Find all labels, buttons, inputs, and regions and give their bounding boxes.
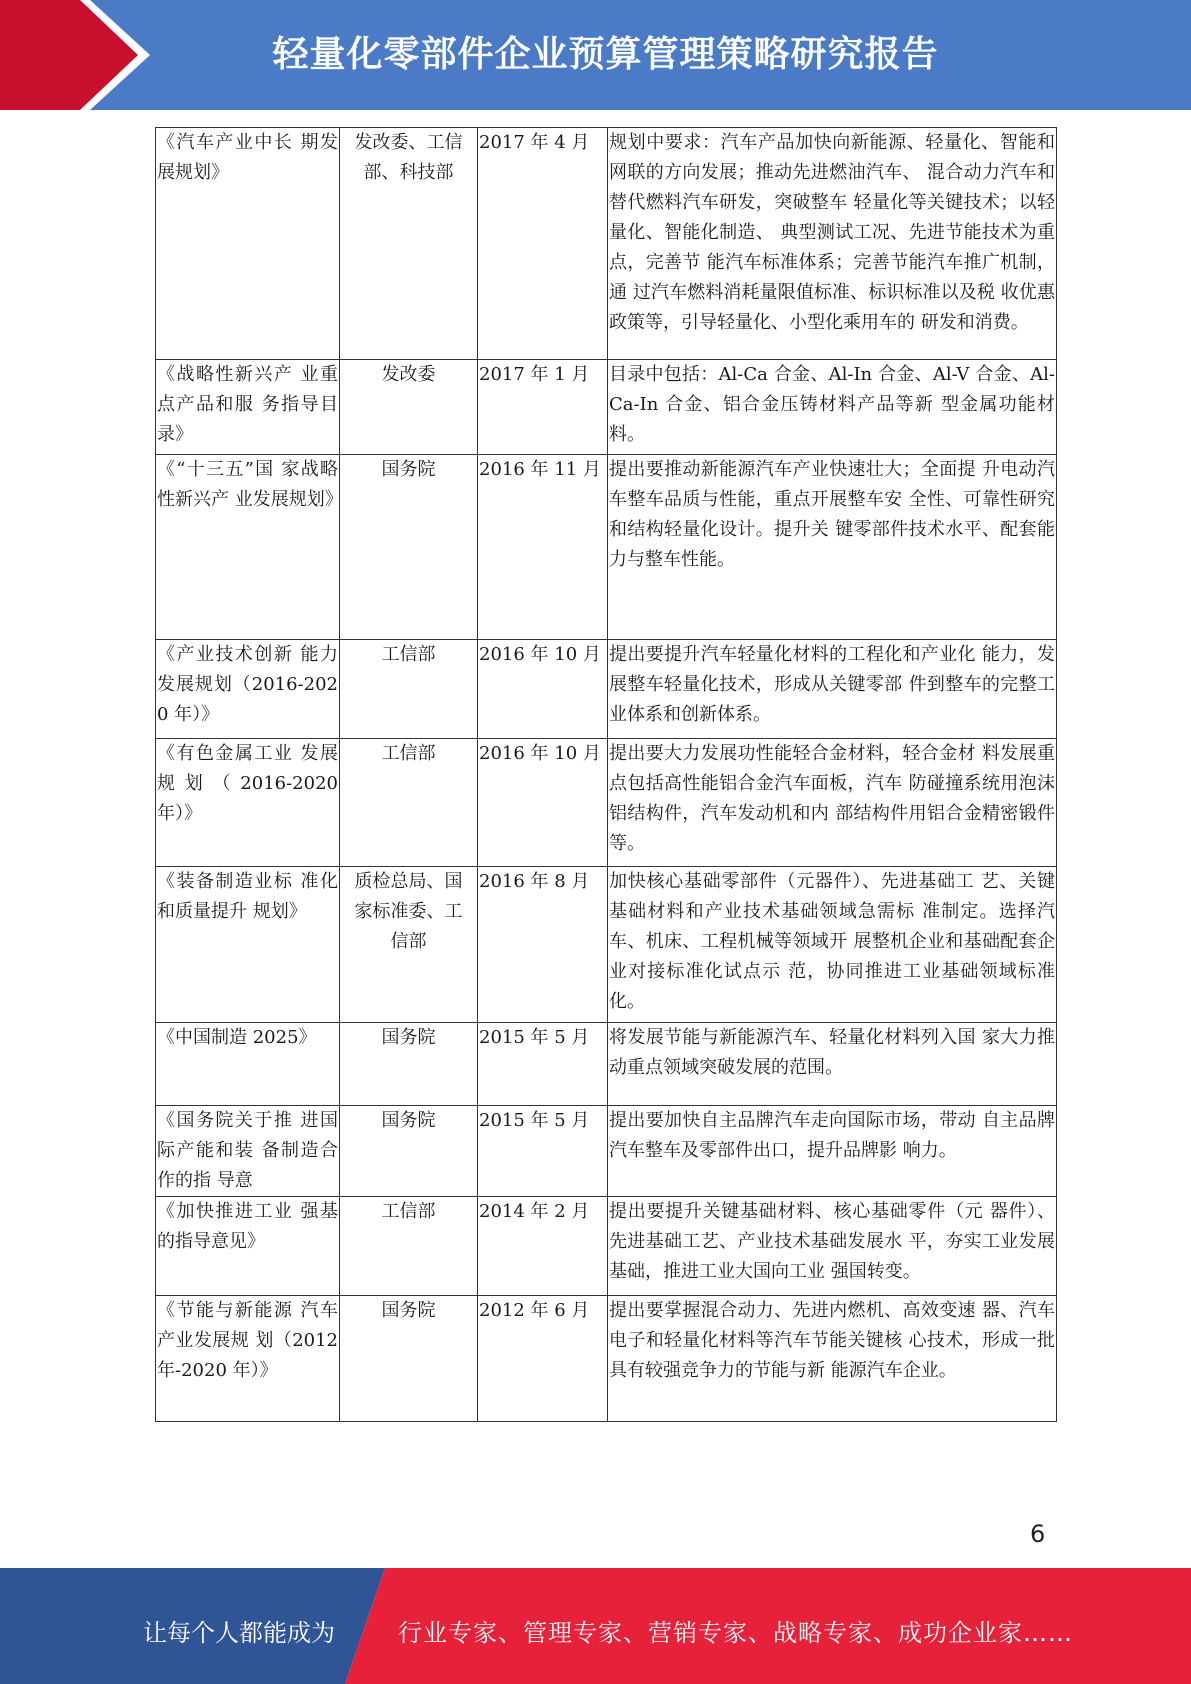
footer-banner	[0, 1568, 1191, 1684]
policy-date: 2015 年 5 月	[478, 1023, 608, 1106]
policy-dept: 工信部	[340, 739, 478, 867]
policy-date: 2017 年 4 月	[478, 128, 608, 360]
policy-dept: 国务院	[340, 1023, 478, 1106]
footer-slogan-right: 行业专家、管理专家、营销专家、战略专家、成功企业家……	[398, 1619, 1073, 1647]
policy-date: 2016 年 10 月	[478, 640, 608, 739]
table-row	[156, 360, 1057, 455]
policy-name: 《中国制造 2025》	[156, 1023, 340, 1106]
footer-slogan-left: 让每个人都能成为	[143, 1619, 335, 1647]
policy-desc: 提出要大力发展功性能轻合金材料，轻合金材 料发展重点包括高性能铝合金汽车面板，汽车 防碰撞系统用泡沫铝结构件，汽车发动机和内 部结构件用铝合金精密锻件等。	[608, 739, 1057, 867]
policy-name: 《战略性新兴产 业重点产品和服 务指导目录》	[156, 360, 340, 455]
policy-name: 《产业技术创新 能力发展规划（2016-2020 年）》	[156, 640, 340, 739]
policy-date: 2012 年 6 月	[478, 1296, 608, 1422]
policy-desc: 提出要推动新能源汽车产业快速壮大；全面提 升电动汽车整车品质与性能，重点开展整车安 全性、可靠性研究和结构轻量化设计。提升关 键零部件技术水平、配套能力与整车性能。	[608, 455, 1057, 640]
policy-desc: 提出要提升汽车轻量化材料的工程化和产业化 能力，发展整车轻量化技术，形成从关键零部 件到整车的完整工业体系和创新体系。	[608, 640, 1057, 739]
policy-date: 2015 年 5 月	[478, 1106, 608, 1197]
policy-desc: 提出要加快自主品牌汽车走向国际市场，带动 自主品牌汽车整车及零部件出口，提升品牌影 响力。	[608, 1106, 1057, 1197]
header-banner	[0, 0, 1191, 110]
table-row	[156, 640, 1057, 739]
policy-name: 《“十三五”国 家战略性新兴产 业发展规划》	[156, 455, 340, 640]
policy-desc: 目录中包括：Al-Ca 合金、Al-In 合金、Al-V 合金、Al-Ca-In 合金、铝合金压铸材料产品等新 型金属功能材料。	[608, 360, 1057, 455]
policy-desc: 规划中要求：汽车产品加快向新能源、轻量化、智能和网联的方向发展；推动先进燃油汽车、 混合动力汽车和替代燃料汽车研发，突破整车 轻量化等关键技术；以轻量化、智能化制造、 典型测试工况、先进节能技术为重点，完善节 能汽车标准体系；完善节能汽车推广机制，通 过汽车燃料消耗量限值标准、标识标准以及税 收优惠政策等，引导轻量化、小型化乘用车的 研发和消费。	[608, 128, 1057, 360]
policy-name: 《节能与新能源 汽车产业发展规 划（2012 年-2020 年）》	[156, 1296, 340, 1422]
policy-name: 《国务院关于推 进国际产能和装 备制造合作的指 导意	[156, 1106, 340, 1197]
policy-name: 《加快推进工业 强基的指导意见》	[156, 1197, 340, 1296]
policy-dept: 发改委	[340, 360, 478, 455]
policy-name: 《有色金属工业 发展规划（2016-2020 年）》	[156, 739, 340, 867]
policy-dept: 质检总局、国家标准委、工信部	[340, 867, 478, 1023]
table-row	[156, 1106, 1057, 1197]
policy-desc: 加快核心基础零部件（元器件）、先进基础工 艺、关键基础材料和产业技术基础领域急需标 准制定。选择汽车、机床、工程机械等领域开 展整机企业和基础配套企业对接标准化试点示 范，协同推进工业基础领域标准化。	[608, 867, 1057, 1023]
policy-desc: 提出要提升关键基础材料、核心基础零件（元 器件）、先进基础工艺、产业技术基础发展水 平，夯实工业发展基础，推进工业大国向工业 强国转变。	[608, 1197, 1057, 1296]
policy-name: 《装备制造业标 准化和质量提升 规划》	[156, 867, 340, 1023]
policy-dept: 国务院	[340, 455, 478, 640]
policy-dept: 发改委、工信部、科技部	[340, 128, 478, 360]
policy-date: 2016 年 10 月	[478, 739, 608, 867]
table-row	[156, 128, 1057, 360]
policy-date: 2016 年 8 月	[478, 867, 608, 1023]
table-row	[156, 739, 1057, 867]
policy-desc: 将发展节能与新能源汽车、轻量化材料列入国 家大力推动重点领域突破发展的范围。	[608, 1023, 1057, 1106]
table-row	[156, 1296, 1057, 1422]
table-row	[156, 867, 1057, 1023]
policy-table	[155, 127, 1057, 1422]
table-row	[156, 1023, 1057, 1106]
policy-desc: 提出要掌握混合动力、先进内燃机、高效变速 器、汽车电子和轻量化材料等汽车节能关键核 心技术，形成一批具有较强竞争力的节能与新 能源汽车企业。	[608, 1296, 1057, 1422]
policy-dept: 工信部	[340, 1197, 478, 1296]
policy-date: 2017 年 1 月	[478, 360, 608, 455]
policy-name: 《汽车产业中长 期发展规划》	[156, 128, 340, 360]
table-row	[156, 1197, 1057, 1296]
policy-date: 2014 年 2 月	[478, 1197, 608, 1296]
page-number: 6	[1030, 1520, 1046, 1548]
policy-dept: 工信部	[340, 640, 478, 739]
document-title: 轻量化零部件企业预算管理策略研究报告	[272, 34, 939, 75]
policy-dept: 国务院	[340, 1296, 478, 1422]
policy-date: 2016 年 11 月	[478, 455, 608, 640]
table-row	[156, 455, 1057, 640]
policy-dept: 国务院	[340, 1106, 478, 1197]
